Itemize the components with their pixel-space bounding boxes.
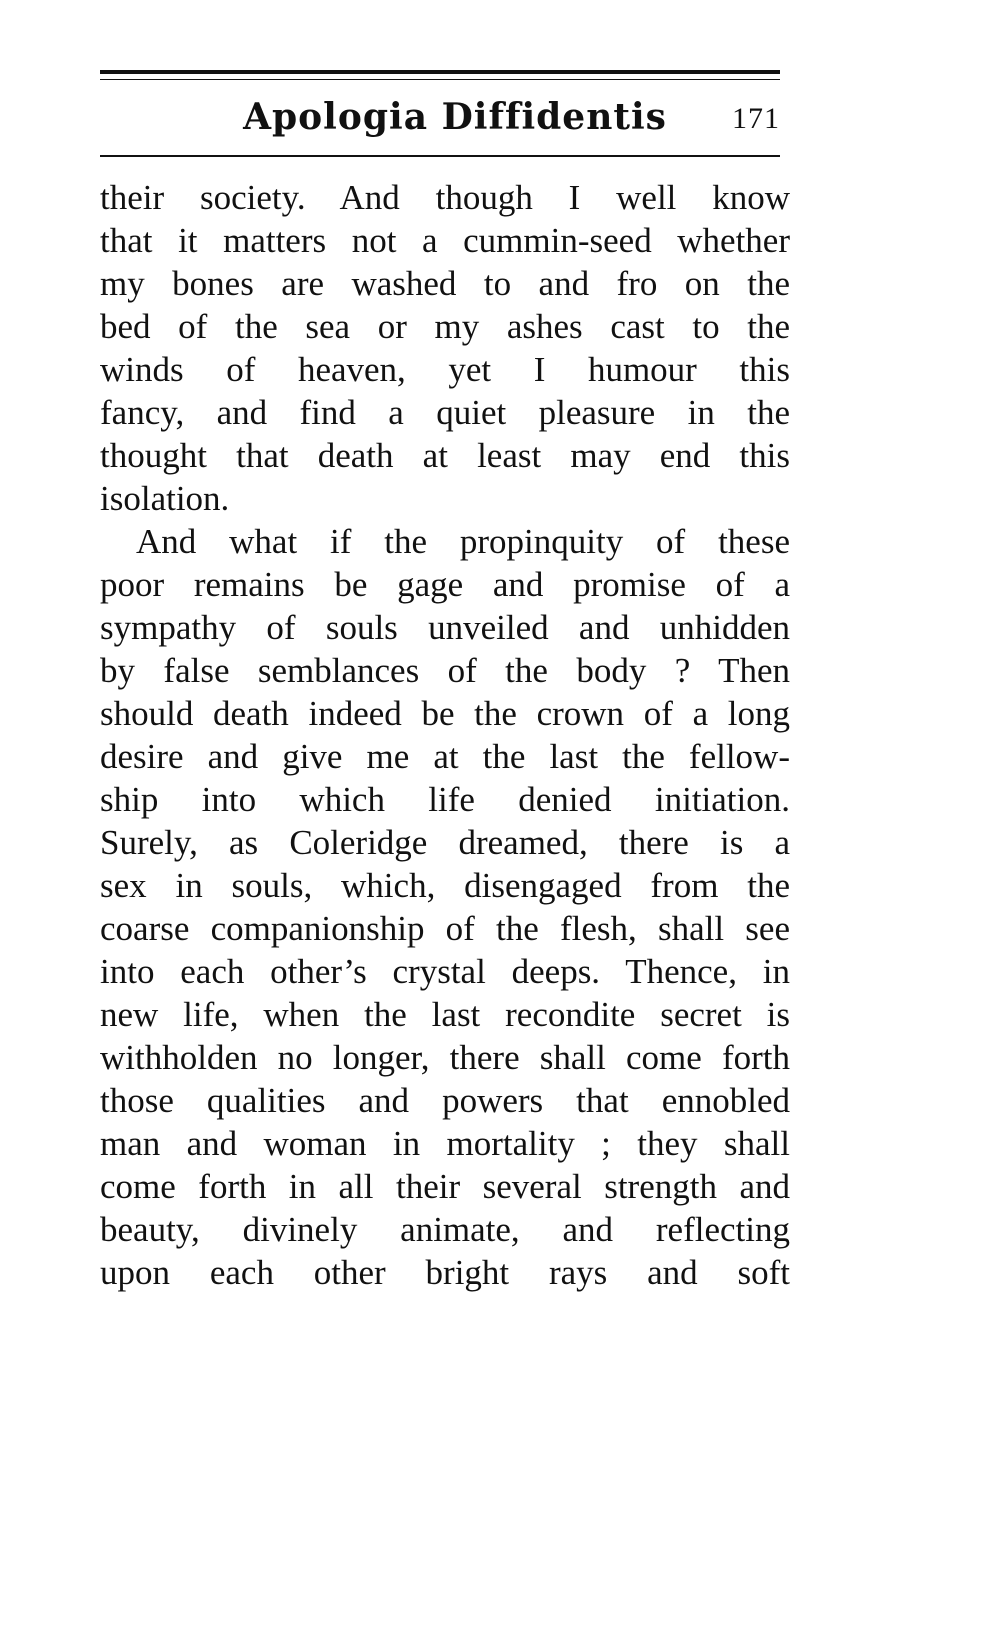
text-line: beauty, divinely animate, and reflecting	[100, 1210, 790, 1249]
paragraph	[100, 520, 790, 1294]
text-line: withholden no longer, there shall come forth	[100, 1038, 790, 1077]
page-number: 171	[732, 102, 780, 135]
text-line: come forth in all their several strength and	[100, 1167, 790, 1206]
text-line: their society. And though I well know	[100, 178, 790, 217]
header-underline-rule	[100, 155, 780, 157]
text-line: And what if the propinquity of these	[136, 522, 790, 561]
text-line: fancy, and find a quiet pleasure in the	[100, 393, 790, 432]
text-line: thought that death at least may end this	[100, 436, 790, 475]
header-rule-thick	[100, 70, 780, 74]
text-line: Surely, as Coleridge dreamed, there is a	[100, 823, 790, 862]
text-line: winds of heaven, yet I humour this	[100, 350, 790, 389]
text-line: poor remains be gage and promise of a	[100, 565, 790, 604]
text-line: my bones are washed to and fro on the	[100, 264, 790, 303]
text-line: man and woman in mortality ; they shall	[100, 1124, 790, 1163]
text-line: new life, when the last recondite secret is	[100, 995, 790, 1034]
text-line: should death indeed be the crown of a long	[100, 694, 790, 733]
body-text	[100, 176, 790, 1294]
text-line: ship into which life denied initiation.	[100, 780, 790, 819]
paragraph	[100, 176, 790, 520]
text-line: by false semblances of the body ? Then	[100, 651, 790, 690]
text-line: bed of the sea or my ashes cast to the	[100, 307, 790, 346]
text-line: sympathy of souls unveiled and unhidden	[100, 608, 790, 647]
text-line: into each other’s crystal deeps. Thence, in	[100, 952, 790, 991]
text-line: sex in souls, which, disengaged from the	[100, 866, 790, 905]
text-line: those qualities and powers that ennobled	[100, 1081, 790, 1120]
text-line: desire and give me at the last the fellow-	[100, 737, 790, 776]
running-header	[100, 90, 780, 150]
text-line: isolation.	[100, 479, 230, 518]
running-title: Apologia Diffidentis	[243, 96, 667, 138]
header-rule-thin	[100, 79, 780, 80]
text-line: coarse companionship of the flesh, shall see	[100, 909, 790, 948]
text-line: upon each other bright rays and soft	[100, 1253, 790, 1292]
text-line: that it matters not a cummin-seed whether	[100, 221, 790, 260]
